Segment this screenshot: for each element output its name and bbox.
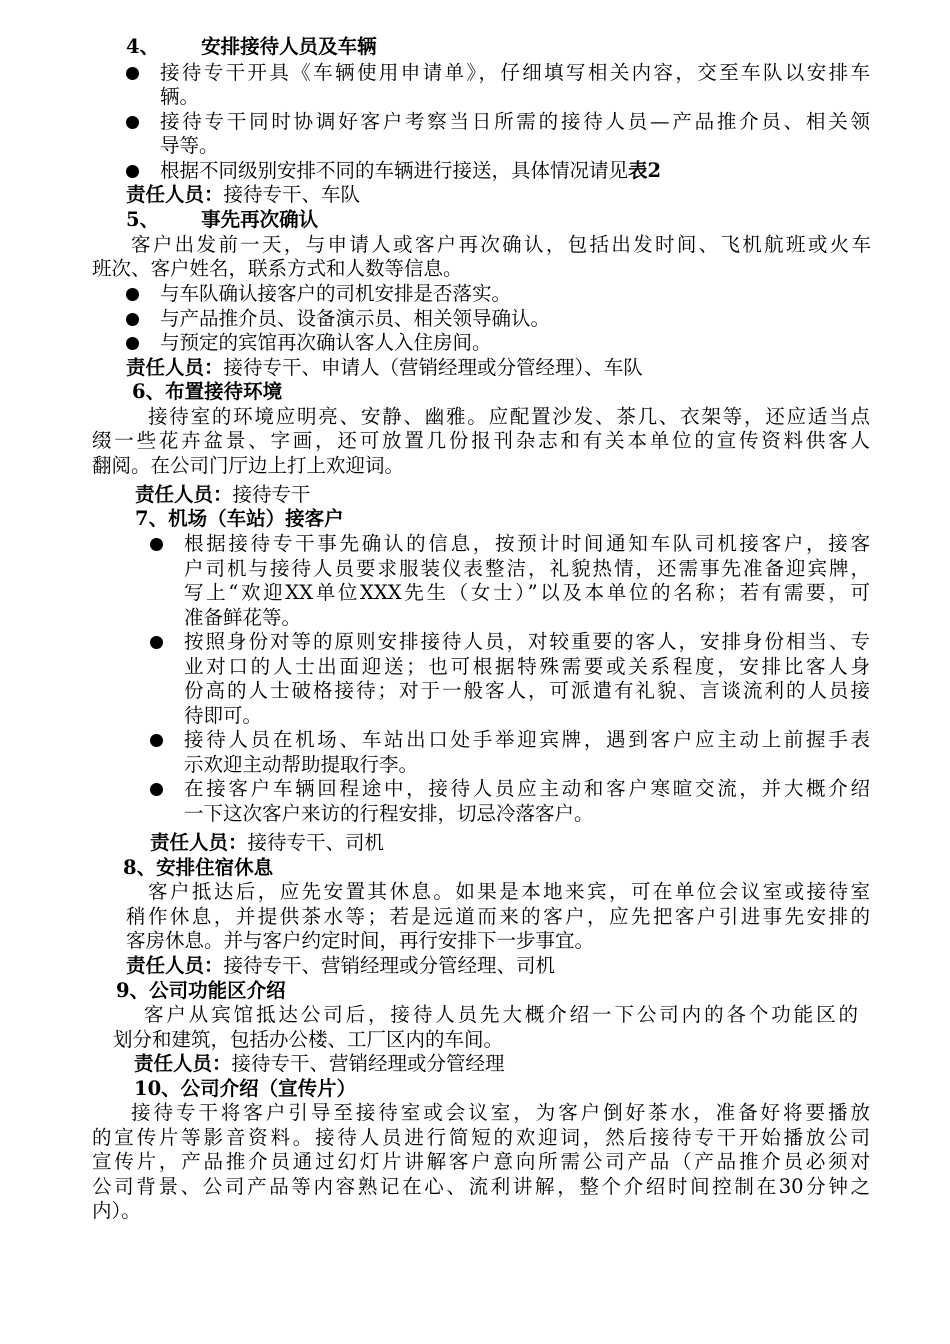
- section-title: 安排接待人员及车辆: [201, 35, 377, 58]
- section-6-heading: 6、布置接待环境: [132, 380, 283, 403]
- bullet-icon: [126, 67, 139, 80]
- section-5-heading: [126, 208, 318, 232]
- list-item: 在接客户车辆回程途中，接待人员应主动和客户寒暄交流，并大概介绍: [184, 777, 870, 800]
- list-item: 与车队确认接客户的司机安排是否落实。: [160, 282, 512, 305]
- list-item-continuation: 导等。: [160, 134, 219, 157]
- responsible-label: 责任人员：: [150, 831, 248, 854]
- paragraph-line: 接待专干将客户引导至接待室或会议室，为客户倒好茶水，准备好将要播放: [131, 1101, 870, 1124]
- responsible-line: [126, 954, 555, 978]
- list-item-continuation: 准备鲜花等。: [184, 606, 302, 629]
- list-item-continuation: 一下这次客户来访的行程安排，切忌冷落客户。: [184, 802, 594, 825]
- list-item: 接待人员在机场、车站出口处手举迎宾牌，遇到客户应主动上前握手表: [184, 728, 870, 751]
- section-7-heading: 7、机场（车站）接客户: [135, 507, 344, 530]
- section-4-heading: [126, 35, 377, 59]
- responsible-label: 责任人员：: [134, 1052, 232, 1075]
- bullet-icon: [126, 288, 139, 301]
- responsible-line: [126, 183, 360, 207]
- bullet-icon: [150, 636, 163, 649]
- bullet-icon: [150, 734, 163, 747]
- section-number: 4、: [126, 35, 160, 58]
- responsible-line: [134, 1052, 505, 1076]
- list-item-continuation: 示欢迎主动帮助提取行李。: [184, 753, 419, 776]
- paragraph-line: 缀一些花卉盆景、字画，还可放置几份报刊杂志和有关本单位的宣传资料供客人: [92, 429, 870, 452]
- bullet-icon: [126, 337, 139, 350]
- responsible-label: 责任人员：: [135, 483, 233, 506]
- list-item: 根据接待专干事先确认的信息，按预计时间通知车队司机接客户，接客: [184, 532, 870, 555]
- responsible-value: 接待专干、车队: [223, 183, 361, 206]
- paragraph-line: 客户抵达后，应先安置其休息。如果是本地来宾，可在单位会议室或接待室: [148, 880, 870, 903]
- responsible-label: 责任人员：: [126, 183, 224, 206]
- bullet-icon: [126, 165, 139, 178]
- responsible-value: 接待专干、营销经理或分管经理: [231, 1052, 505, 1075]
- paragraph-line: 宣传片，产品推介员通过幻灯片讲解客户意向所需公司产品（产品推介员必须对: [92, 1150, 870, 1173]
- responsible-label: 责任人员：: [126, 954, 224, 977]
- responsible-line: [150, 831, 384, 855]
- list-item: 根据不同级别安排不同的车辆进行接送，具体情况请见表2: [160, 159, 662, 182]
- paragraph-line: 班次、客户姓名，联系方式和人数等信息。: [92, 257, 463, 280]
- list-item-continuation: 待即可。: [184, 704, 263, 727]
- list-item-continuation: 业对口的人士出面迎送；也可根据特殊需要或关系程度，安排比客人身: [184, 655, 870, 678]
- list-item-continuation: 写上“欢迎XX单位XXX先生（女士）”以及本单位的名称；若有需要，可: [184, 581, 870, 604]
- paragraph-line: 客房休息。并与客户约定时间，再行安排下一步事宜。: [126, 929, 595, 952]
- bullet-icon: [126, 116, 139, 129]
- paragraph-line: 接待室的环境应明亮、安静、幽雅。应配置沙发、茶几、衣架等，还应适当点: [148, 405, 870, 428]
- paragraph-line: 稍作休息，并提供茶水等；若是远道而来的客户，应先把客户引进事先安排的: [126, 905, 870, 928]
- responsible-value: 接待专干、营销经理或分管经理、司机: [223, 954, 556, 977]
- responsible-line: [135, 483, 311, 507]
- bullet-icon: [126, 313, 139, 326]
- list-item: 按照身份对等的原则安排接待人员，对较重要的客人，安排身份相当、专: [184, 630, 870, 653]
- list-item-continuation: 辆。: [160, 85, 200, 108]
- list-item: 接待专干开具《车辆使用申请单》，仔细填写相关内容，交至车队以安排车: [160, 61, 870, 84]
- list-item-continuation: 户司机与接待人员要求服装仪表整洁，礼貌热情，还需事先准备迎宾牌，: [184, 557, 870, 580]
- paragraph-line: 内）。: [92, 1199, 141, 1222]
- list-item: 与产品推介员、设备演示员、相关领导确认。: [160, 307, 551, 330]
- responsible-value: 接待专干、司机: [247, 831, 385, 854]
- paragraph-line: 客户出发前一天，与申请人或客户再次确认，包括出发时间、飞机航班或火车: [131, 233, 871, 256]
- responsible-line: [126, 356, 643, 380]
- paragraph-line: 公司背景、公司产品等内容熟记在心、流利讲解，整个介绍时间控制在30分钟之: [92, 1175, 870, 1198]
- responsible-value: 接待专干: [232, 483, 311, 506]
- section-title: 事先再次确认: [201, 208, 319, 231]
- paragraph-line: 的宣传片等影音资料。接待人员进行简短的欢迎词，然后接待专干开始播放公司: [92, 1126, 870, 1149]
- section-number: 5、: [126, 208, 160, 231]
- list-item: 接待专干同时协调好客户考察当日所需的接待人员—产品推介员、相关领: [160, 110, 870, 133]
- list-item: 与预定的宾馆再次确认客人入住房间。: [160, 331, 492, 354]
- section-8-heading: 8、安排住宿休息: [123, 856, 274, 879]
- section-9-heading: 9、公司功能区介绍: [116, 979, 286, 1002]
- responsible-label: 责任人员：: [126, 356, 224, 379]
- paragraph-line: 客户从宾馆抵达公司后，接待人员先大概介绍一下公司内的各个功能区的: [144, 1003, 858, 1026]
- list-item-continuation: 份高的人士破格接待；对于一般客人，可派遣有礼貌、言谈流利的人员接: [184, 679, 870, 702]
- paragraph-line: 划分和建筑，包括办公楼、工厂区内的车间。: [113, 1028, 504, 1051]
- bullet-icon: [150, 783, 163, 796]
- section-10-heading: 10、公司介绍（宣传片）: [134, 1077, 357, 1100]
- paragraph-line: 翻阅。在公司门厅边上打上欢迎词。: [92, 454, 405, 477]
- table-reference: 表2: [628, 159, 662, 182]
- responsible-value: 接待专干、申请人（营销经理或分管经理）、车队: [223, 356, 643, 379]
- bullet-icon: [150, 538, 163, 551]
